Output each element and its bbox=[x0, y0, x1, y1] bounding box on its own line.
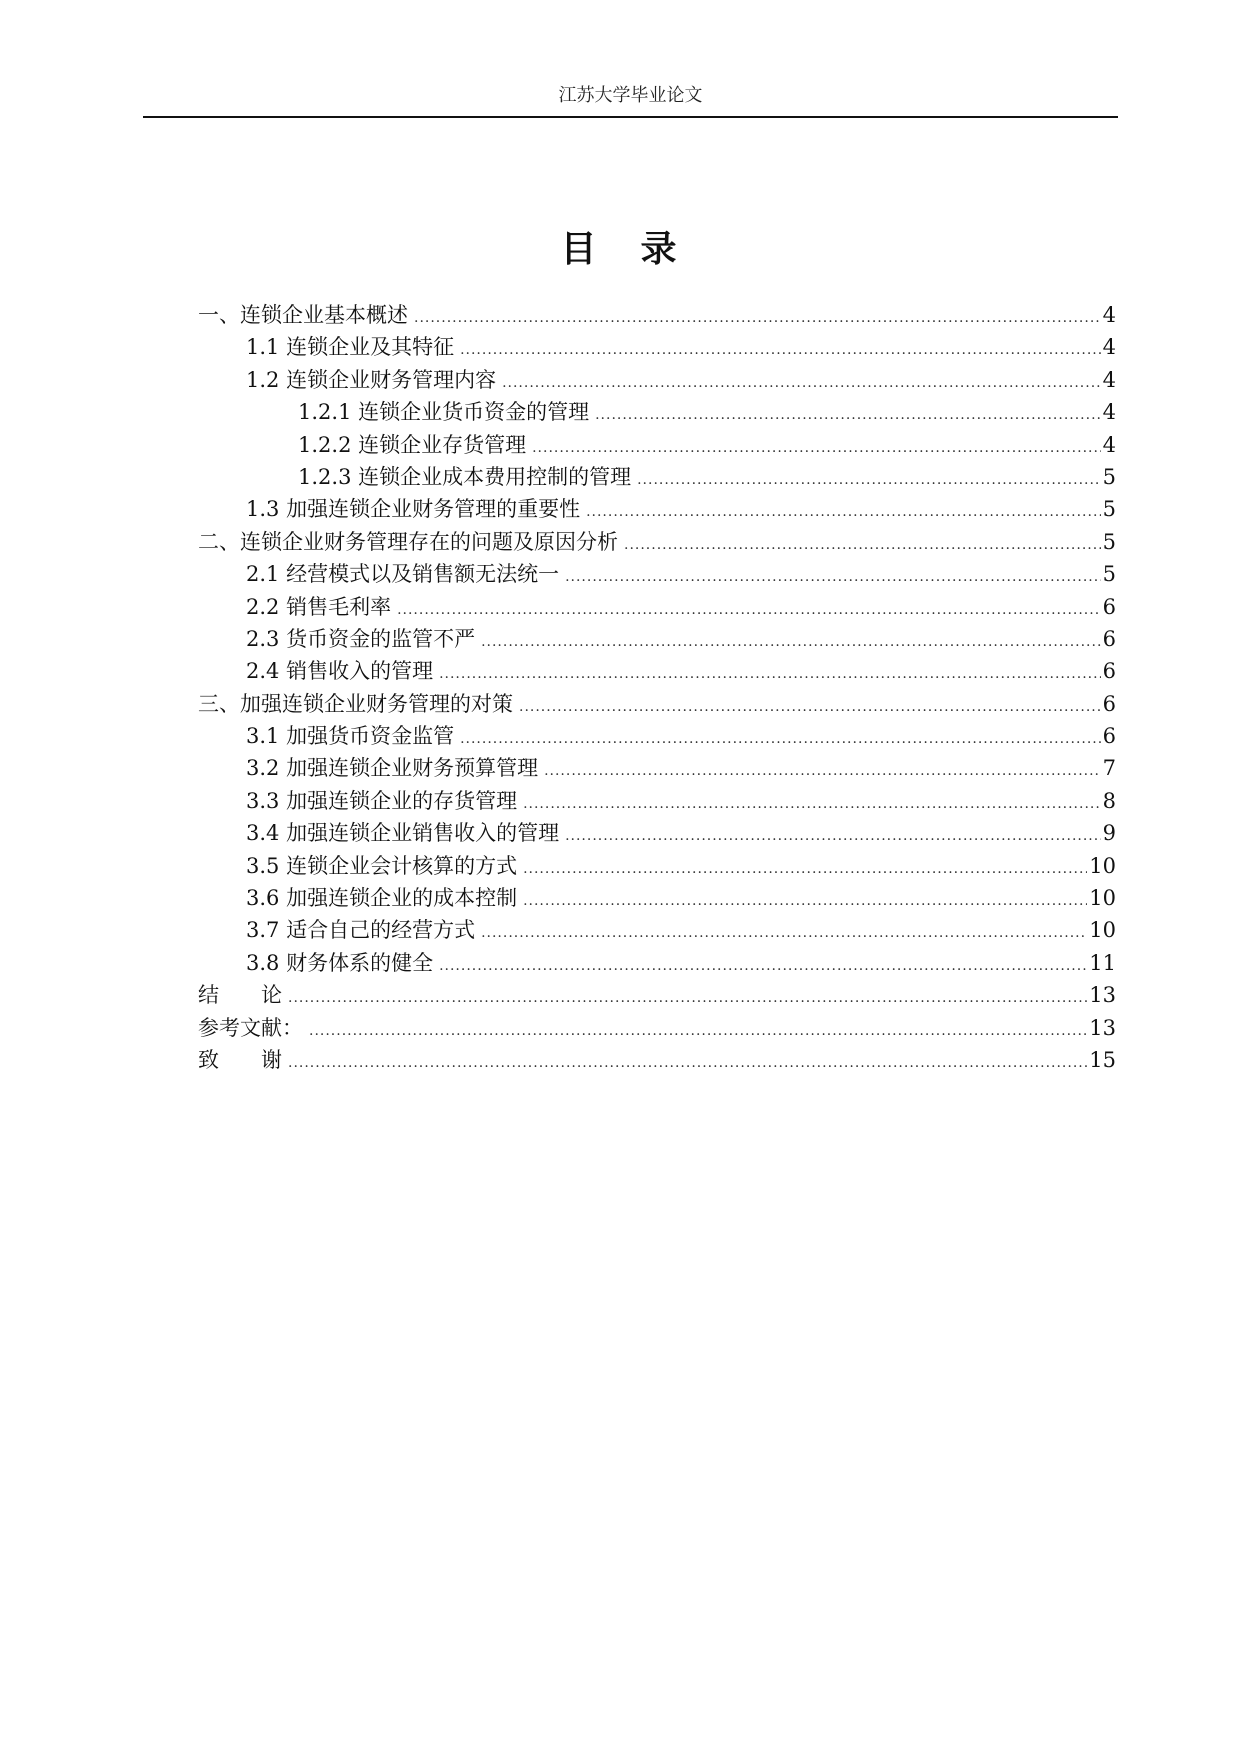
toc-entry-title: 3.6 加强连锁企业的成本控制 bbox=[246, 886, 518, 911]
toc-page-number: 4 bbox=[1102, 400, 1116, 425]
toc-entry[interactable] bbox=[198, 461, 1116, 493]
toc-dot-leader bbox=[288, 1047, 1087, 1079]
toc-dot-leader bbox=[439, 658, 1101, 690]
toc-dot-leader bbox=[523, 885, 1087, 917]
toc-page-number: 4 bbox=[1102, 432, 1116, 457]
toc-entry-title: 二、连锁企业财务管理存在的问题及原因分析 bbox=[198, 529, 618, 554]
toc-dot-leader bbox=[637, 464, 1101, 496]
toc-page-number: 4 bbox=[1102, 335, 1116, 360]
toc-entry[interactable] bbox=[198, 882, 1116, 914]
toc-dot-leader bbox=[288, 982, 1087, 1014]
toc-page-number: 6 bbox=[1102, 724, 1116, 749]
toc-dot-leader bbox=[565, 561, 1101, 593]
toc-dot-leader bbox=[481, 917, 1087, 949]
toc-entry-title: 参考文献： bbox=[198, 1015, 303, 1040]
toc-dot-leader bbox=[309, 1015, 1087, 1047]
toc-dot-leader bbox=[586, 496, 1101, 528]
toc-dot-leader bbox=[595, 399, 1101, 431]
toc-dot-leader bbox=[624, 529, 1101, 561]
toc-page-number: 6 bbox=[1102, 626, 1116, 651]
toc-entry[interactable] bbox=[198, 299, 1116, 331]
toc-title-char-1: 目 bbox=[560, 229, 601, 270]
toc-entry[interactable] bbox=[198, 591, 1116, 623]
table-of-contents bbox=[198, 299, 1116, 1076]
toc-entry-title: 3.2 加强连锁企业财务预算管理 bbox=[246, 756, 539, 781]
toc-page-number: 5 bbox=[1102, 497, 1116, 522]
toc-entry[interactable] bbox=[198, 850, 1116, 882]
toc-title-char-2: 录 bbox=[640, 229, 681, 270]
toc-dot-leader bbox=[523, 853, 1087, 885]
toc-entry-title bbox=[198, 1044, 282, 1076]
toc-entry-title: 2.2 销售毛利率 bbox=[246, 594, 392, 619]
toc-page-number: 5 bbox=[1102, 529, 1116, 554]
toc-entry-title: 3.1 加强货币资金监管 bbox=[246, 724, 455, 749]
toc-page-number: 8 bbox=[1102, 788, 1116, 813]
toc-dot-leader bbox=[565, 820, 1101, 852]
toc-page-number: 13 bbox=[1089, 1015, 1116, 1040]
toc-dot-leader bbox=[544, 755, 1101, 787]
toc-entry[interactable] bbox=[198, 364, 1116, 396]
toc-entry-conclusion[interactable] bbox=[198, 979, 1116, 1011]
toc-page-number: 9 bbox=[1102, 821, 1116, 846]
toc-entry[interactable] bbox=[198, 688, 1116, 720]
toc-entry[interactable] bbox=[198, 558, 1116, 590]
toc-entry-title-char: 致 bbox=[198, 1047, 219, 1072]
toc-dot-leader bbox=[523, 788, 1101, 820]
toc-entry[interactable] bbox=[198, 785, 1116, 817]
toc-page-number: 6 bbox=[1102, 594, 1116, 619]
toc-entry-title: 2.4 销售收入的管理 bbox=[246, 659, 434, 684]
toc-dot-leader bbox=[439, 950, 1087, 982]
toc-entry-title: 3.4 加强连锁企业销售收入的管理 bbox=[246, 821, 560, 846]
toc-entry-title-char: 谢 bbox=[261, 1047, 282, 1072]
toc-dot-leader bbox=[519, 691, 1101, 723]
toc-entry[interactable] bbox=[198, 720, 1116, 752]
toc-entry-references[interactable] bbox=[198, 1012, 1116, 1044]
toc-dot-leader bbox=[414, 302, 1101, 334]
toc-dot-leader bbox=[397, 594, 1101, 626]
toc-entry[interactable] bbox=[198, 526, 1116, 558]
toc-page-number: 5 bbox=[1102, 562, 1116, 587]
toc-entry[interactable] bbox=[198, 914, 1116, 946]
toc-entry-title: 1.2 连锁企业财务管理内容 bbox=[246, 367, 497, 392]
toc-entry-title: 1.1 连锁企业及其特征 bbox=[246, 335, 455, 360]
toc-page-number: 11 bbox=[1089, 950, 1116, 975]
toc-entry[interactable] bbox=[198, 396, 1116, 428]
toc-entry[interactable] bbox=[198, 429, 1116, 461]
toc-entry[interactable] bbox=[198, 493, 1116, 525]
toc-page-number: 10 bbox=[1089, 918, 1116, 943]
toc-entry-title-char: 结 bbox=[198, 983, 219, 1008]
toc-page-number: 7 bbox=[1102, 756, 1116, 781]
toc-dot-leader bbox=[532, 432, 1101, 464]
toc-entry-title: 1.2.2 连锁企业存货管理 bbox=[298, 432, 527, 457]
toc-entry-title: 3.5 连锁企业会计核算的方式 bbox=[246, 853, 518, 878]
toc-page-number: 4 bbox=[1102, 303, 1116, 327]
toc-title bbox=[0, 226, 1241, 274]
toc-entry[interactable] bbox=[198, 655, 1116, 687]
toc-entry[interactable] bbox=[198, 331, 1116, 363]
toc-entry[interactable] bbox=[198, 752, 1116, 784]
toc-entry[interactable] bbox=[198, 947, 1116, 979]
toc-entry-title: 2.1 经营模式以及销售额无法统一 bbox=[246, 562, 560, 587]
toc-page-number: 5 bbox=[1102, 464, 1116, 489]
toc-page-number: 4 bbox=[1102, 367, 1116, 392]
toc-dot-leader bbox=[481, 626, 1101, 658]
toc-dot-leader bbox=[460, 723, 1101, 755]
toc-entry[interactable] bbox=[198, 817, 1116, 849]
page-header bbox=[143, 84, 1118, 118]
toc-dot-leader bbox=[460, 334, 1101, 366]
toc-entry-title bbox=[198, 979, 282, 1011]
toc-page-number: 13 bbox=[1089, 983, 1116, 1008]
toc-entry-title: 1.2.1 连锁企业货币资金的管理 bbox=[298, 400, 590, 425]
toc-page-number: 6 bbox=[1102, 691, 1116, 716]
toc-entry[interactable] bbox=[198, 623, 1116, 655]
toc-entry-title: 一、连锁企业基本概述 bbox=[198, 303, 408, 327]
toc-page-number: 15 bbox=[1089, 1047, 1116, 1072]
toc-page-number: 10 bbox=[1089, 886, 1116, 911]
toc-entry-title: 三、加强连锁企业财务管理的对策 bbox=[198, 691, 513, 716]
toc-entry-title: 3.8 财务体系的健全 bbox=[246, 950, 434, 975]
toc-entry-title: 3.3 加强连锁企业的存货管理 bbox=[246, 788, 518, 813]
toc-dot-leader bbox=[502, 367, 1101, 399]
toc-entry-title: 2.3 货币资金的监管不严 bbox=[246, 626, 476, 651]
header-text: 江苏大学毕业论文 bbox=[558, 85, 703, 106]
toc-entry-acknowledgements[interactable] bbox=[198, 1044, 1116, 1076]
toc-entry-title-char: 论 bbox=[261, 983, 282, 1008]
toc-entry-title: 1.2.3 连锁企业成本费用控制的管理 bbox=[298, 464, 632, 489]
toc-page-number: 6 bbox=[1102, 659, 1116, 684]
toc-page-number: 10 bbox=[1089, 853, 1116, 878]
toc-entry-title: 3.7 适合自己的经营方式 bbox=[246, 918, 476, 943]
toc-entry-title: 1.3 加强连锁企业财务管理的重要性 bbox=[246, 497, 581, 522]
